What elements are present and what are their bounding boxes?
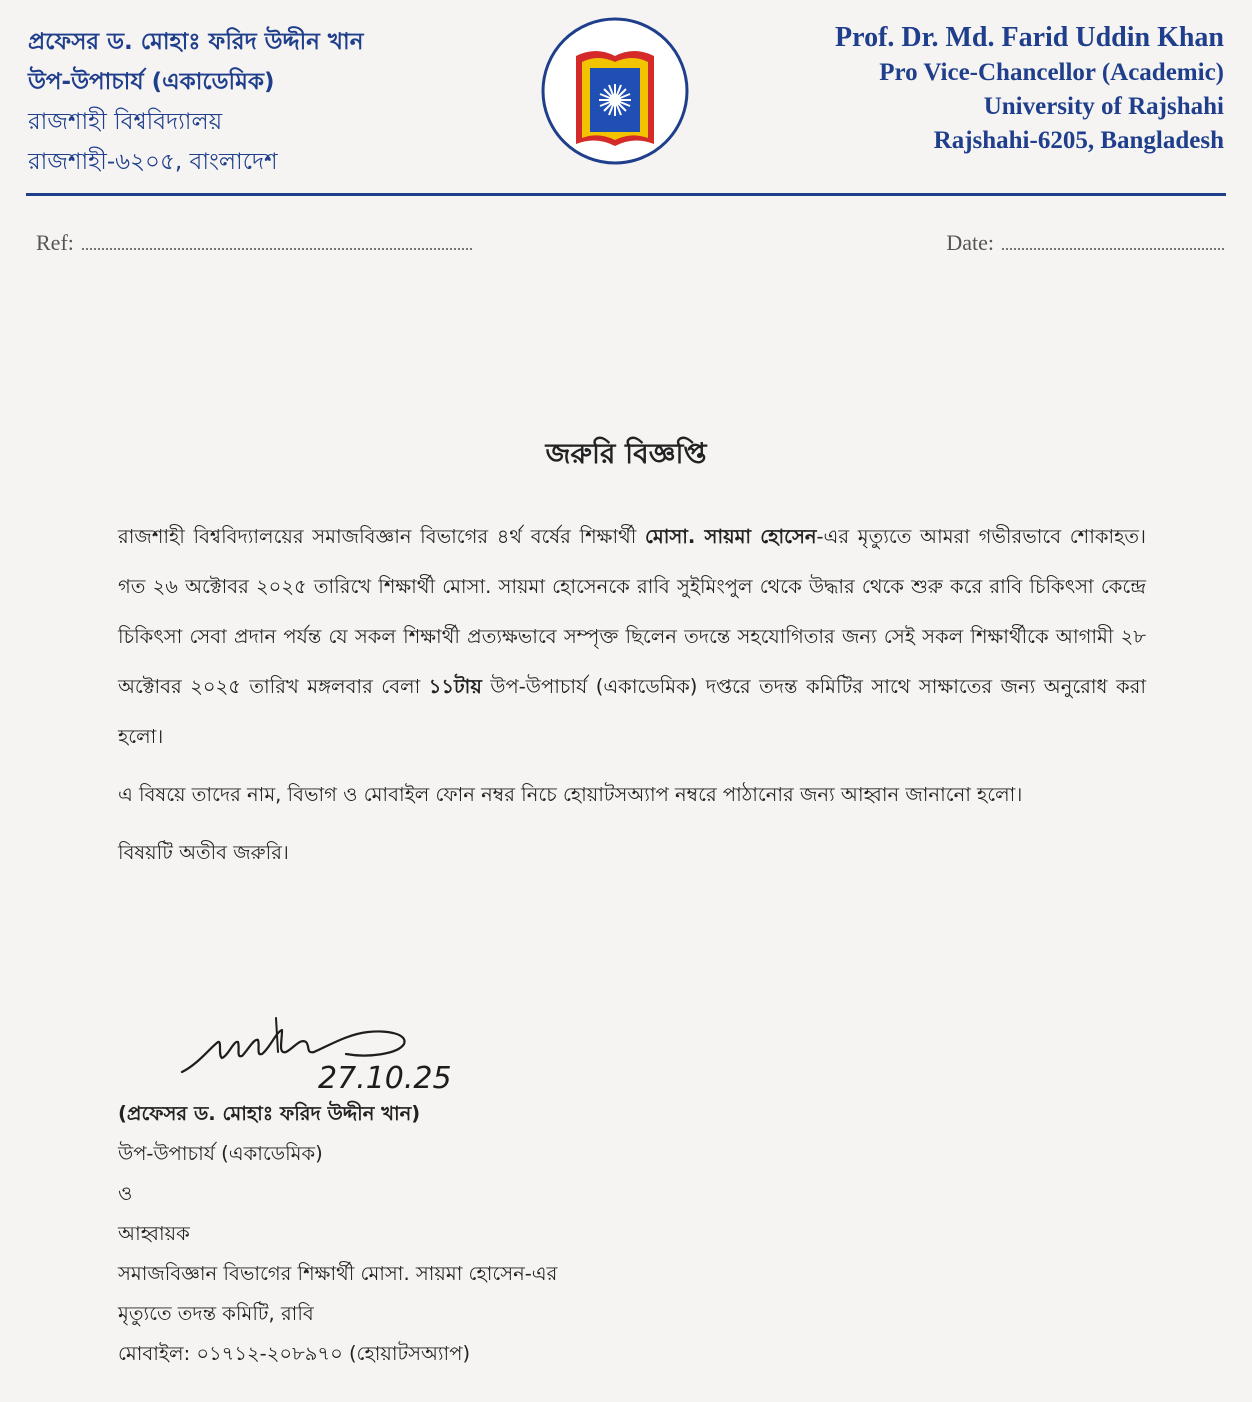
handwritten-date: 27.10.25 [318, 1061, 452, 1096]
date-label: Date: [946, 230, 994, 255]
header-divider [26, 193, 1226, 196]
university-seal-icon [540, 16, 690, 166]
signatory-line-1: উপ-উপাচার্য (একাডেমিক) [118, 1142, 323, 1165]
notice-title: জরুরি বিজ্ঞপ্তি [545, 437, 707, 470]
signatory-mobile: মোবাইল: ০১৭১২-২০৮৯৭০ (হোয়াটসঅ্যাপ) [118, 1342, 471, 1365]
signatory-block [118, 1094, 557, 1374]
bangla-name: প্রফেসর ড. মোহাঃ ফরিদ উদ্দীন খান [28, 29, 364, 55]
para1-text-a: রাজশাহী বিশ্ববিদ্যালয়ের সমাজবিজ্ঞান বিভাগের ৪র্থ বর্ষের শিক্ষার্থী [118, 525, 645, 548]
signatory-line-2: ও [118, 1182, 133, 1205]
meeting-time: ১১টায় [428, 675, 482, 698]
english-designation: Pro Vice-Chancellor (Academic) [879, 59, 1224, 86]
notice-paragraph-1 [118, 512, 1146, 762]
para1-text-c: উপ-উপাচার্য (একাডেমিক) দপ্তরে তদন্ত কমিটির সাথে সাক্ষাতের জন্য অনুরোধ করা হলো। [118, 675, 1146, 748]
signatory-line-3: আহ্বায়ক [118, 1222, 190, 1245]
notice-paragraph-2: এ বিষয়ে তাদের নাম, বিভাগ ও মোবাইল ফোন নম্বর নিচে হোয়াটসঅ্যাপ নম্বরে পাঠানোর জন্য আহ্বান জানানো হলো। [118, 783, 1023, 806]
ref-label: Ref: [36, 230, 74, 255]
english-address: Rajshahi-6205, Bangladesh [933, 127, 1224, 154]
handwritten-signature [178, 1012, 538, 1107]
english-name: Prof. Dr. Md. Farid Uddin Khan [835, 22, 1224, 53]
bangla-address: রাজশাহী-৬২০৫, বাংলাদেশ [28, 149, 278, 175]
student-name: মোসা. সায়মা হোসেন [644, 525, 817, 548]
para1-text-b: -এর মৃত্যুতে আমরা গভীরভাবে শোকাহত। গত ২৬ অক্টোবর ২০২৫ তারিখে শিক্ষার্থী মোসা. সায়মা হোসেনকে রাবি সুইমিংপুল থেকে উদ্ধার থেকে শুরু করে রাবি চিকিৎসা কেন্দ্রে চিকিৎসা সেবা প্রদান পর্যন্ত যে সকল শিক্ষার্থী প্রত্যক্ষভাবে সম্পৃক্ত ছিলেন তদন্তে সহযোগিতার জন্য সেই সকল শিক্ষার্থীকে আগামী ২৮ অক্টোবর ২০২৫ তারিখ মঙ্গলবার বেলা [118, 525, 1146, 698]
bangla-designation: উপ-উপাচার্য (একাডেমিক) [28, 69, 275, 95]
letterhead-bangla [28, 22, 508, 182]
signatory-line-4: সমাজবিজ্ঞান বিভাগের শিক্ষার্থী মোসা. সায়মা হোসেন-এর [118, 1262, 558, 1285]
ref-dotted-field [82, 248, 472, 250]
bangla-university: রাজশাহী বিশ্ববিদ্যালয় [28, 109, 223, 135]
notice-paragraph-3: বিষয়টি অতীব জরুরি। [118, 841, 289, 864]
ref-line [36, 230, 472, 256]
english-university: University of Rajshahi [983, 93, 1224, 120]
signatory-line-5: মৃত্যুতে তদন্ত কমিটি, রাবি [118, 1302, 314, 1325]
date-dotted-field [1002, 248, 1224, 250]
notice-body [118, 512, 1146, 878]
date-line [946, 230, 1224, 256]
signatory-name: (প্রফেসর ড. মোহাঃ ফরিদ উদ্দীন খান) [118, 1102, 421, 1125]
letterhead-english [764, 20, 1224, 158]
